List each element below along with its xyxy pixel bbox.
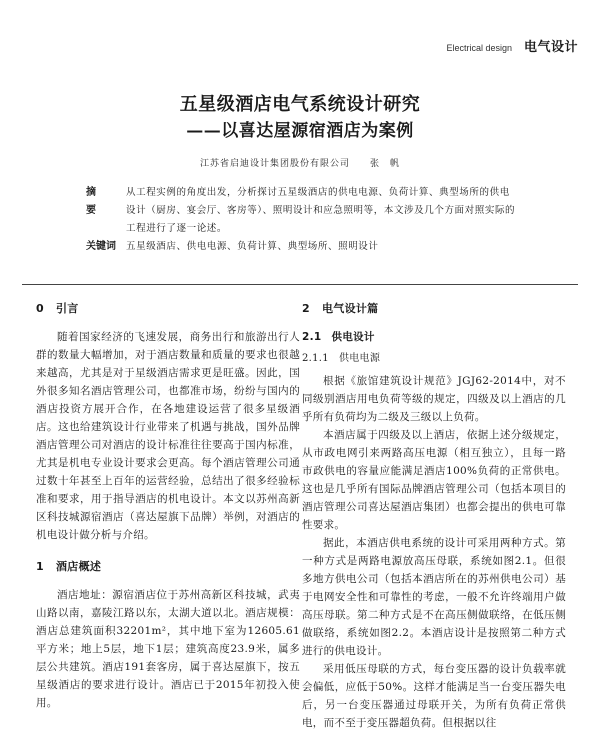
section-heading-2 (302, 300, 566, 318)
overview-paragraph: 酒店地址：源宿酒店位于苏州高新区科技城，武夷山路以南，嘉陵江路以东，太湖大道以北。酒店规模：酒店总建筑面积32201m²，其中地下室为12605.61平方米；地上5层，地下1层；建筑高度23.9米，属多层公共建筑。酒店191套客房，属于喜达屋旗下，按五星级酒店的要求进行设计。酒店已于2015年初投入使用。 (36, 589, 300, 709)
keywords-text: 五星级酒店、供电电源、负荷计算、典型场所、照明设计 (126, 241, 379, 252)
subsubsection-number: 2.1.1 (302, 353, 329, 364)
subsubsection-heading-2-1-1 (302, 350, 566, 368)
keywords-label: 关键词 (86, 241, 116, 252)
section-number: 2 (302, 302, 310, 315)
paper-subtitle: ——以喜达屋源宿酒店为案例 (186, 121, 414, 141)
body-paragraph: 采用低压母联的方式，每台变压器的设计负载率就会偏低，应低于50%。这样才能满足当一台变压器失电后，另一台变压器通过母联开关，为所有负荷正常供电，而不至于变压器超负荷。但根据以往 (302, 663, 566, 729)
header-divider (22, 284, 578, 285)
page-header (22, 36, 578, 56)
author-organization: 江苏省启迪设计集团股份有限公司 (200, 159, 351, 169)
left-column (36, 296, 300, 712)
section-title: 引言 (55, 302, 79, 315)
header-english: Electrical design (446, 43, 512, 53)
intro-paragraph: 随着国家经济的飞速发展，商务出行和旅游出行人群的数量大幅增加，对于酒店数量和质量的要求也很越来越高，尤其是对于星级酒店需求更是旺盛。因此，国外很多知名酒店管理公司，也都准市场，纷纷与国内的酒店投资方展开合作，在各地建设运营了很多星级酒店。这也给建筑设计行业带来了机遇与挑战，国外品牌酒店管理公司对酒店的设计标准往往要高于国内标准，尤其是机电专业设计要求会更高。每个酒店管理公司通过数十年甚至上百年的运营经验，总结出了很多经验标准和要求，用于指导酒店的机电设计。本文以苏州高新区科技城源宿酒店（喜达屋旗下品牌）举例，对酒店的机电设计做分析与介绍。 (36, 331, 300, 541)
abstract-row (86, 184, 516, 238)
section-heading-0 (36, 300, 300, 318)
subsection-title: 供电设计 (331, 331, 375, 343)
body-paragraph: 本酒店属于四级及以上酒店，依据上述分级规定，从市政电网引来两路高压电源（相互独立），且每一路市政供电的容量应能满足酒店100%负荷的正常供电。这也是几乎所有国际品牌酒店管理公司（包括本项目的酒店管理公司喜达屋酒店集团）也都会提出的供电可靠性要求。 (302, 429, 566, 531)
section-number: 0 (36, 302, 44, 315)
author-name: 张 帆 (369, 159, 400, 169)
subsubsection-title: 供电电源 (338, 353, 381, 364)
body-paragraph: 根据《旅馆建筑设计规范》JGJ62-2014中，对不同级别酒店用电负荷等级的规定，四级及以上酒店的几乎所有负荷均为二级及三级以上负荷。 (302, 375, 566, 423)
keywords-row (86, 238, 516, 256)
abstract-text: 从工程实例的角度出发，分析探讨五星级酒店的供电电源、负荷计算、典型场所的供电设计（厨房、宴会厅、客房等）、照明设计和应急照明等，本文涉及几个方面对照实际的工程进行了逐一论述。 (126, 187, 516, 234)
section-heading-1 (36, 558, 300, 576)
body-paragraph: 据此，本酒店供电系统的设计可采用两种方式。第一种方式是两路电源放高压母联，系统如图2.1。但很多地方供电公司（包括本酒店所在的苏州供电公司）基于电网安全性和可靠性的考虑，一般不允许终端用户做高压母联。第二种方式是不在高压侧做联络，在低压侧做联络，系统如图2.2。本酒店设计是按照第二种方式进行的供电设计。 (302, 537, 566, 657)
subsection-heading-2-1 (302, 328, 566, 346)
subsection-number: 2.1 (302, 331, 322, 343)
right-column (302, 296, 566, 732)
section-title: 电气设计篇 (321, 302, 379, 315)
paper-title: 五星级酒店电气系统设计研究 (179, 94, 421, 115)
section-title: 酒店概述 (55, 560, 102, 573)
header-chinese: 电气设计 (523, 40, 578, 55)
author-line (0, 156, 600, 169)
abstract-label: 摘要 (86, 187, 110, 216)
abstract-block (86, 184, 516, 256)
section-number: 1 (36, 560, 44, 573)
